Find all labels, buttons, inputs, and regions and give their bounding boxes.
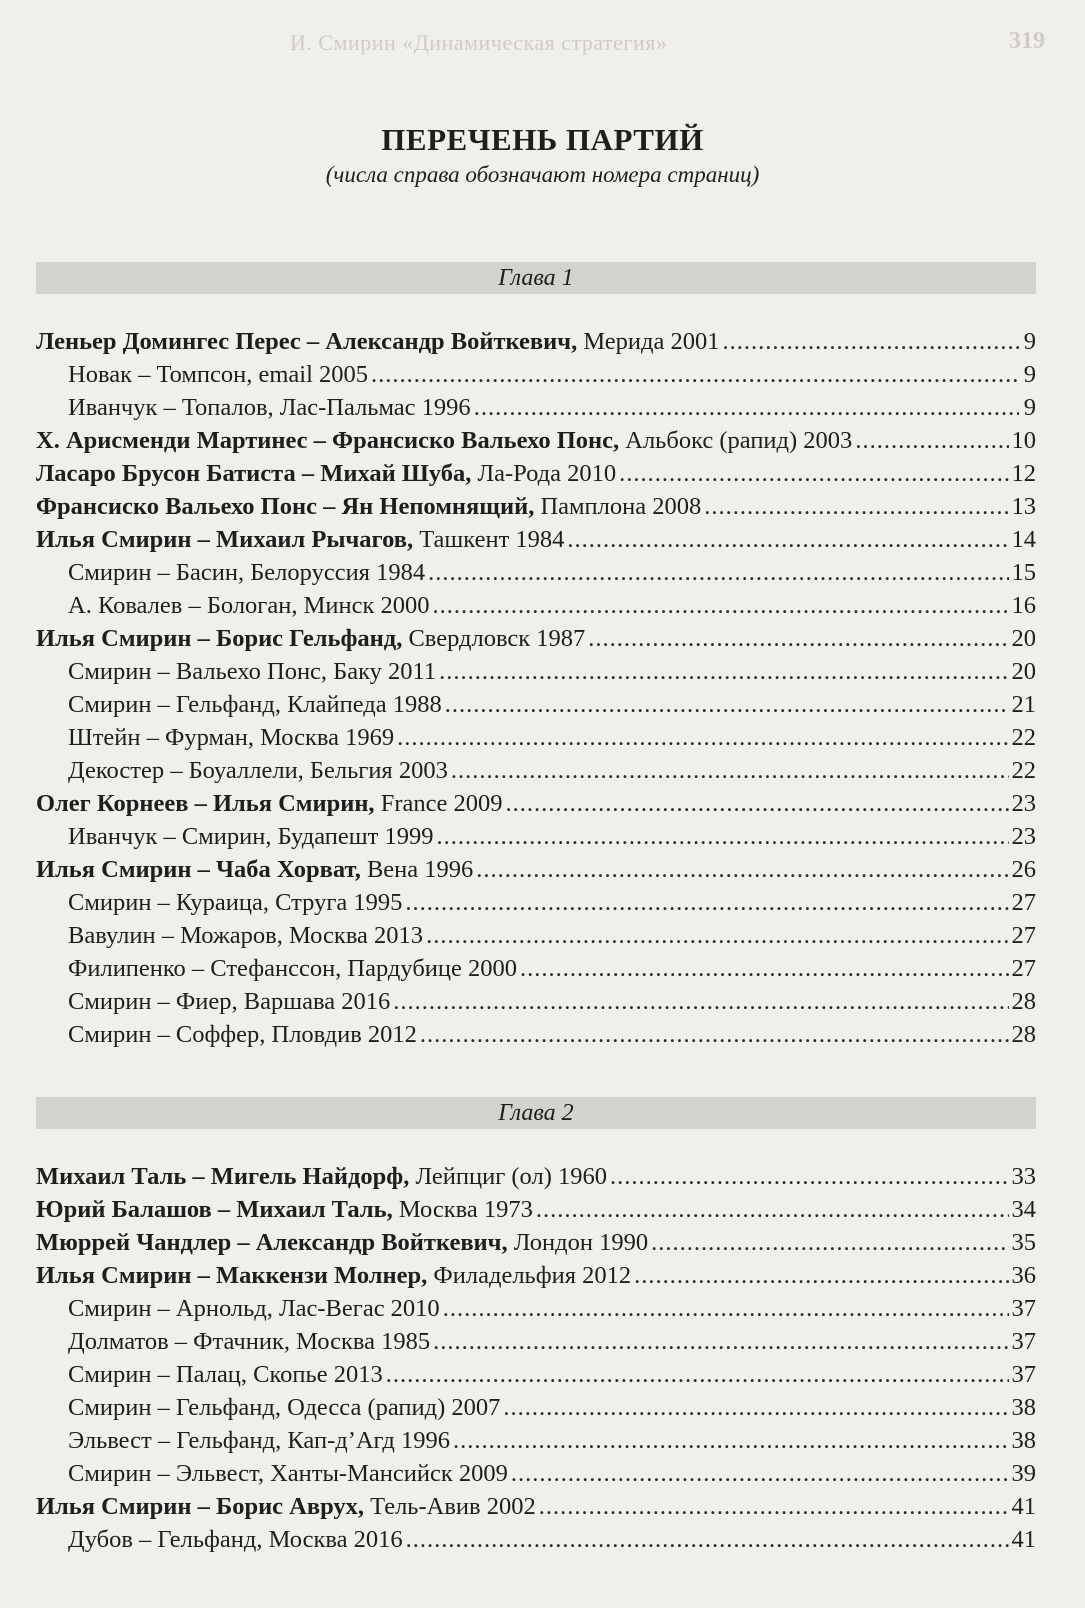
dot-leader xyxy=(503,1394,1008,1422)
toc-entry xyxy=(36,625,1036,658)
dot-leader xyxy=(539,1493,1009,1521)
toc-entry-label xyxy=(36,427,852,455)
toc-page-number: 37 xyxy=(1011,1361,1036,1388)
toc-page-number: 33 xyxy=(1011,1163,1036,1190)
toc-entry-players: Илья Смирин – Михаил Рычагов, xyxy=(36,526,414,553)
toc-entry xyxy=(36,1262,1036,1295)
toc-entry-label xyxy=(68,691,442,719)
toc-entry xyxy=(36,955,1036,988)
toc-entry xyxy=(36,460,1036,493)
toc-page-number: 37 xyxy=(1011,1328,1036,1355)
toc-entry-event: Филипенко – Стефанссон, Пардубице 2000 xyxy=(68,955,518,982)
toc-entry-players: Х. Арисменди Мартинес – Франсиско Вальехо Понс, xyxy=(36,427,620,454)
dot-leader xyxy=(476,856,1008,884)
dot-leader xyxy=(634,1262,1008,1290)
running-header: И. Смирин «Динамическая стратегия» xyxy=(290,30,668,55)
dot-leader xyxy=(428,559,1008,587)
chapter-1-entries xyxy=(36,328,1036,1054)
dot-leader xyxy=(453,1427,1009,1455)
toc-entry-event: Декостер – Боуаллели, Бельгия 2003 xyxy=(68,757,448,784)
toc-entry-label xyxy=(68,1526,403,1554)
toc-page-number: 22 xyxy=(1011,757,1036,784)
toc-entry-label xyxy=(68,724,394,752)
toc-entry xyxy=(36,1328,1036,1361)
toc-entry-event: Иванчук – Смирин, Будапешт 1999 xyxy=(68,823,434,850)
dot-leader xyxy=(397,724,1008,752)
toc-entry-label xyxy=(68,1021,417,1049)
toc-entry-label xyxy=(68,1295,440,1323)
toc-entry xyxy=(36,790,1036,823)
toc-entry-label xyxy=(36,493,701,521)
toc-entry-event: France 2009 xyxy=(374,790,503,817)
toc-entry xyxy=(36,1229,1036,1262)
dot-leader xyxy=(406,1526,1009,1554)
toc-entry xyxy=(36,592,1036,625)
toc-entry-event: Смирин – Соффер, Пловдив 2012 xyxy=(68,1021,417,1048)
toc-page-number: 13 xyxy=(1011,493,1036,520)
dot-leader xyxy=(393,988,1008,1016)
dot-leader xyxy=(371,361,1019,389)
toc-page-number: 35 xyxy=(1011,1229,1036,1256)
toc-entry-players: Юрий Балашов – Михаил Таль, xyxy=(36,1196,393,1223)
toc-page-number: 16 xyxy=(1011,592,1036,619)
page-title: ПЕРЕЧЕНЬ ПАРТИЙ xyxy=(381,122,704,157)
dot-leader xyxy=(436,823,1008,851)
toc-entry-label xyxy=(68,823,433,851)
toc-page-number: 37 xyxy=(1011,1295,1036,1322)
toc-page-number: 9 xyxy=(1023,394,1036,421)
toc-entry-event: Смирин – Эльвест, Ханты-Мансийск 2009 xyxy=(68,1460,508,1487)
toc-page-number: 21 xyxy=(1011,691,1036,718)
toc-entry-label xyxy=(68,1361,383,1389)
dot-leader xyxy=(723,328,1019,356)
toc-entry-event: Ла-Рода 2010 xyxy=(471,460,617,487)
dot-leader xyxy=(426,922,1008,950)
toc-entry-label xyxy=(68,1427,450,1455)
toc-entry-label xyxy=(68,889,402,917)
toc-entry-label xyxy=(36,1229,648,1257)
toc-page-number: 22 xyxy=(1011,724,1036,751)
toc-entry xyxy=(36,1163,1036,1196)
toc-entry-event: Иванчук – Топалов, Лас-Пальмас 1996 xyxy=(68,394,471,421)
toc-entry-event: Москва 1973 xyxy=(392,1196,533,1223)
toc-entry-event: Смирин – Палац, Скопье 2013 xyxy=(68,1361,383,1388)
toc-entry xyxy=(36,922,1036,955)
toc-entry xyxy=(36,526,1036,559)
toc-page-number: 9 xyxy=(1023,361,1036,388)
chapter-heading: Глава 1 xyxy=(36,262,1036,294)
toc-entry-players: Михаил Таль – Мигель Найдорф, xyxy=(36,1163,410,1190)
toc-entry-event: Лондон 1990 xyxy=(507,1229,649,1256)
dot-leader xyxy=(439,658,1008,686)
toc-entry-label xyxy=(36,790,502,818)
toc-entry-label xyxy=(68,988,390,1016)
toc-entry-event: Дубов – Гельфанд, Москва 2016 xyxy=(68,1526,403,1553)
page-number: 319 xyxy=(1009,28,1045,54)
toc-page-number: 27 xyxy=(1011,889,1036,916)
toc-entry xyxy=(36,1021,1036,1054)
toc-entry-event: Ташкент 1984 xyxy=(413,526,565,553)
toc-entry-event: Филадельфия 2012 xyxy=(427,1262,632,1289)
page-subtitle: (числа справа обозначают номера страниц) xyxy=(325,162,760,187)
toc-page-number: 41 xyxy=(1011,1493,1036,1520)
toc-entry-players: Илья Смирин – Маккензи Молнер, xyxy=(36,1262,428,1289)
toc-entry-event: Тель-Авив 2002 xyxy=(364,1493,536,1520)
toc-entry xyxy=(36,1526,1036,1559)
toc-entry xyxy=(36,1460,1036,1493)
toc-entry-event: Альбокс (рапид) 2003 xyxy=(619,427,853,454)
dot-leader xyxy=(536,1196,1009,1224)
toc-entry-players: Ласаро Брусон Батиста – Михай Шуба, xyxy=(36,460,472,487)
dot-leader xyxy=(588,625,1008,653)
toc-entry-event: Эльвест – Гельфанд, Кап-д’Агд 1996 xyxy=(68,1427,450,1454)
toc-entry-label xyxy=(68,361,368,389)
toc-entry-label xyxy=(36,1196,533,1224)
toc-entry xyxy=(36,361,1036,394)
chapter-2-entries xyxy=(36,1163,1036,1559)
toc-page-number: 41 xyxy=(1011,1526,1036,1553)
dot-leader xyxy=(505,790,1008,818)
toc-page-number: 23 xyxy=(1011,823,1036,850)
toc-entry xyxy=(36,1493,1036,1526)
toc-entry-label xyxy=(36,460,616,488)
dot-leader xyxy=(432,592,1008,620)
toc-entry-event: Смирин – Кураица, Струга 1995 xyxy=(68,889,403,916)
toc-entry-label xyxy=(68,1394,500,1422)
dot-leader xyxy=(420,1021,1009,1049)
dot-leader xyxy=(619,460,1008,488)
dot-leader xyxy=(386,1361,1009,1389)
toc-entry-label xyxy=(68,1460,508,1488)
dot-leader xyxy=(567,526,1008,554)
toc-page-number: 23 xyxy=(1011,790,1036,817)
toc-entry xyxy=(36,1295,1036,1328)
toc-entry-event: А. Ковалев – Бологан, Минск 2000 xyxy=(68,592,430,619)
dot-leader xyxy=(704,493,1008,521)
toc-entry xyxy=(36,427,1036,460)
toc-page-number: 20 xyxy=(1011,625,1036,652)
dot-leader xyxy=(405,889,1008,917)
toc-entry xyxy=(36,724,1036,757)
toc-entry xyxy=(36,658,1036,691)
toc-entry-label xyxy=(68,922,423,950)
dot-leader xyxy=(474,394,1019,422)
dot-leader xyxy=(855,427,1008,455)
toc-entry-label xyxy=(36,1163,607,1191)
toc-page-number: 38 xyxy=(1011,1394,1036,1421)
toc-entry xyxy=(36,328,1036,361)
toc-page-number: 34 xyxy=(1011,1196,1036,1223)
toc-entry xyxy=(36,493,1036,526)
toc-entry xyxy=(36,691,1036,724)
toc-page-number: 20 xyxy=(1011,658,1036,685)
toc-entry-label xyxy=(68,559,425,587)
toc-entry xyxy=(36,1394,1036,1427)
toc-entry-event: Смирин – Вальехо Понс, Баку 2011 xyxy=(68,658,437,685)
toc-entry-players: Илья Смирин – Чаба Хорват, xyxy=(36,856,361,883)
dot-leader xyxy=(511,1460,1009,1488)
toc-entry-event: Новак – Томпсон, email 2005 xyxy=(68,361,369,388)
dot-leader xyxy=(443,1295,1009,1323)
toc-entry-event: Свердловск 1987 xyxy=(402,625,586,652)
toc-entry-event: Штейн – Фурман, Москва 1969 xyxy=(68,724,395,751)
toc-entry xyxy=(36,1196,1036,1229)
toc-entry xyxy=(36,889,1036,922)
toc-page-number: 36 xyxy=(1011,1262,1036,1289)
toc-entry-players: Леньер Домингес Перес – Александр Войткевич, xyxy=(36,328,578,355)
toc-page-number: 27 xyxy=(1011,922,1036,949)
dot-leader xyxy=(445,691,1009,719)
toc-page-number: 15 xyxy=(1011,559,1036,586)
toc-entry-players: Олег Корнеев – Илья Смирин, xyxy=(36,790,375,817)
toc-entry-label xyxy=(36,1262,631,1290)
toc-entry-players: Илья Смирин – Борис Аврух, xyxy=(36,1493,365,1520)
toc-page-number: 26 xyxy=(1011,856,1036,883)
toc-entry-event: Смирин – Фиер, Варшава 2016 xyxy=(68,988,391,1015)
dot-leader xyxy=(520,955,1008,983)
toc-page-number: 14 xyxy=(1011,526,1036,553)
toc-entry-event: Памплона 2008 xyxy=(534,493,702,520)
toc-entry-event: Мерида 2001 xyxy=(577,328,720,355)
toc-entry-event: Лейпциг (ол) 1960 xyxy=(409,1163,607,1190)
toc-entry-players: Илья Смирин – Борис Гельфанд, xyxy=(36,625,403,652)
toc-entry-label xyxy=(68,592,429,620)
toc-page-number: 9 xyxy=(1023,328,1036,355)
toc-page-number: 28 xyxy=(1011,1021,1036,1048)
toc-page-number: 28 xyxy=(1011,988,1036,1015)
toc-entry-label xyxy=(36,328,720,356)
toc-entry-event: Вавулин – Можаров, Москва 2013 xyxy=(68,922,424,949)
chapter-heading: Глава 2 xyxy=(36,1097,1036,1129)
toc-entry-players: Франсиско Вальехо Понс – Ян Непомнящий, xyxy=(36,493,535,520)
toc-page-number: 10 xyxy=(1011,427,1036,454)
toc-entry-event: Смирин – Гельфанд, Клайпеда 1988 xyxy=(68,691,442,718)
dot-leader xyxy=(451,757,1009,785)
dot-leader xyxy=(651,1229,1008,1257)
toc-entry xyxy=(36,1427,1036,1460)
dot-leader xyxy=(433,1328,1008,1356)
toc-entry-label xyxy=(68,394,471,422)
toc-entry-label xyxy=(68,658,436,686)
toc-page-number: 12 xyxy=(1011,460,1036,487)
toc-entry xyxy=(36,856,1036,889)
toc-entry xyxy=(36,988,1036,1021)
toc-entry-event: Смирин – Басин, Белоруссия 1984 xyxy=(68,559,426,586)
toc-entry-label xyxy=(36,625,585,653)
toc-entry-event: Смирин – Гельфанд, Одесса (рапид) 2007 xyxy=(68,1394,501,1421)
toc-page-number: 39 xyxy=(1011,1460,1036,1487)
toc-entry xyxy=(36,823,1036,856)
toc-entry-label xyxy=(68,955,517,983)
toc-entry-label xyxy=(36,526,564,554)
toc-entry-label xyxy=(36,856,473,884)
toc-entry-event: Долматов – Фтачник, Москва 1985 xyxy=(68,1328,431,1355)
toc-entry-players: Мюррей Чандлер – Александр Войткевич, xyxy=(36,1229,508,1256)
toc-entry-event: Вена 1996 xyxy=(360,856,474,883)
toc-page-number: 27 xyxy=(1011,955,1036,982)
toc-entry xyxy=(36,757,1036,790)
toc-entry-label xyxy=(68,1328,430,1356)
dot-leader xyxy=(610,1163,1009,1191)
toc-entry-label xyxy=(68,757,448,785)
toc-entry-label xyxy=(36,1493,536,1521)
toc-entry-event: Смирин – Арнольд, Лас-Вегас 2010 xyxy=(68,1295,440,1322)
toc-entry xyxy=(36,394,1036,427)
toc-entry xyxy=(36,1361,1036,1394)
toc-page-number: 38 xyxy=(1011,1427,1036,1454)
toc-entry xyxy=(36,559,1036,592)
